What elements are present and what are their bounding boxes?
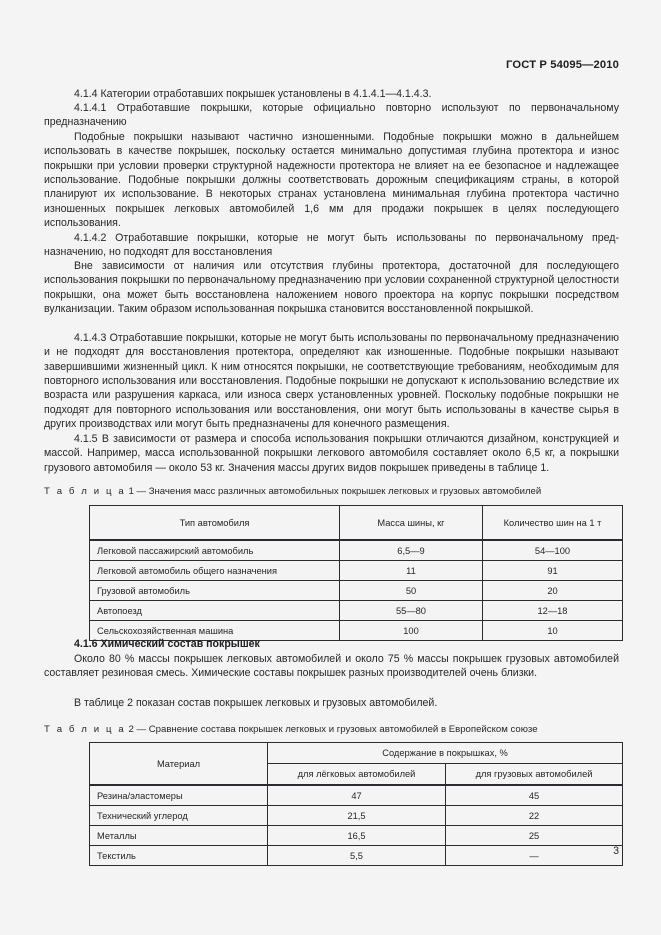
table-2-cell-material: Резина/эластомеры bbox=[90, 785, 268, 806]
table-row bbox=[90, 785, 623, 806]
section-4-1-6-body-2 bbox=[44, 696, 619, 710]
table-1-cell-mass: 11 bbox=[340, 561, 483, 581]
section-4-1-5-body bbox=[44, 432, 619, 475]
table-1-th-type: Тип автомобиля bbox=[90, 506, 340, 541]
paragraph-4-1-4-3-body: 4.1.4.3 Отработавшие покрышки, которые не могут быть использованы по первоначальному предназначению и не подходят для восстановления протектора, определяют как изношенные. Подобные покрышки называют завершившими жизненный цикл. К ним относятся покрышки, не соответствующие требованиям, необходимым для повторного использования или восстановления. Подобные покрышки не допускают к использованию вследствие их возраста или разрушения каркаса, или износа сверх установленных уровней. Поскольку подобные покрышки не подходят для повторного использования или восстановления, они могут быть использованы в качестве сырья в других производствах или могут быть предназначены для конечного размещения. bbox=[44, 332, 619, 431]
table-1-caption-word: Т а б л и ц а bbox=[44, 486, 126, 497]
section-4-1-4-1-body bbox=[44, 130, 619, 230]
paragraph-4-1-5-body: 4.1.5 В зависимости от размера и способа использования покрышки отличаются дизайном, конструкцией и массой. Например, масса использованной покрышки легкового автомобиля составляет около 6,5 кг, а покрышки грузового автомобиля — около 53 кг. Значения массы других видов покрышек приведены в таблице 1. bbox=[44, 433, 619, 474]
table-1-th-count: Количество шин на 1 т bbox=[483, 506, 623, 541]
table-row bbox=[90, 806, 623, 826]
table-1-caption-text: 1 — Значения масс различных автомобильных покрышек легковых и грузовых автомобилей bbox=[128, 486, 542, 497]
table-2-cell-passenger: 5,5 bbox=[268, 846, 446, 866]
table-2-th-truck: для грузовых автомобилей bbox=[446, 764, 623, 786]
table-2-cell-truck: 22 bbox=[446, 806, 623, 826]
table-2-cell-truck: 25 bbox=[446, 826, 623, 846]
heading-4-1-6: 4.1.6 Химический состав покрышек bbox=[74, 638, 260, 650]
table-1-cell-type: Сельскохозяйственная машина bbox=[90, 621, 340, 641]
table-1-cell-count: 10 bbox=[483, 621, 623, 641]
section-4-1-4-1-heading bbox=[44, 101, 619, 130]
table-row bbox=[90, 601, 623, 621]
table-1-cell-type: Автопоезд bbox=[90, 601, 340, 621]
running-header: ГОСТ Р 54095—2010 bbox=[506, 59, 619, 71]
paragraph-4-1-4-2-head: 4.1.4.2 Отработавшие покрышки, которые не могут быть использованы по первоначальному предназначению, но подходят для восстановления bbox=[44, 232, 619, 259]
table-row bbox=[90, 561, 623, 581]
table-2-cell-passenger: 16,5 bbox=[268, 826, 446, 846]
table-1-cell-mass: 55—80 bbox=[340, 601, 483, 621]
table-2-cell-material: Текстиль bbox=[90, 846, 268, 866]
table-1-th-mass: Масса шины, кг bbox=[340, 506, 483, 541]
table-1 bbox=[89, 505, 623, 641]
table-2-caption-text: 2 — Сравнение состава покрышек легковых и грузовых автомобилей в Европейском союзе bbox=[128, 724, 538, 735]
table-1-cell-mass: 100 bbox=[340, 621, 483, 641]
table-2-cell-truck: — bbox=[446, 846, 623, 866]
table-1-cell-type: Грузовой автомобиль bbox=[90, 581, 340, 601]
table-1-caption bbox=[44, 485, 619, 498]
table-2-cell-truck: 45 bbox=[446, 785, 623, 806]
table-2-caption-word: Т а б л и ц а bbox=[44, 724, 126, 735]
section-4-1-4-3-body bbox=[44, 331, 619, 431]
table-1-cell-count: 12—18 bbox=[483, 601, 623, 621]
table-1-cell-count: 91 bbox=[483, 561, 623, 581]
section-4-1-4-2-heading bbox=[44, 231, 619, 260]
table-2-cell-material: Технический углерод bbox=[90, 806, 268, 826]
table-1-cell-mass: 6,5—9 bbox=[340, 540, 483, 561]
section-4-1-4-2-body bbox=[44, 259, 619, 316]
table-2-header-row-1 bbox=[90, 743, 623, 764]
section-4-1-4 bbox=[44, 87, 619, 101]
table-row bbox=[90, 581, 623, 601]
table-2-th-group: Содержание в покрышках, % bbox=[268, 743, 623, 764]
table-2-cell-passenger: 21,5 bbox=[268, 806, 446, 826]
table-2-grid bbox=[89, 742, 623, 866]
table-2-cell-material: Металлы bbox=[90, 826, 268, 846]
table-row bbox=[90, 826, 623, 846]
table-2-cell-passenger: 47 bbox=[268, 785, 446, 806]
table-2-th-material: Материал bbox=[90, 743, 268, 786]
page-number: 3 bbox=[613, 845, 619, 857]
paragraph-4-1-6-body: Около 80 % массы покрышек легковых автомобилей и около 75 % массы покрышек грузовых автомобилей составляет резиновая смесь. Химические составы покрышек разных производителей очень близки. bbox=[44, 653, 619, 680]
table-1-grid bbox=[89, 505, 623, 641]
table-1-cell-count: 20 bbox=[483, 581, 623, 601]
paragraph-4-1-6-body-2: В таблице 2 показан состав покрышек легковых и грузовых автомобилей. bbox=[74, 697, 438, 709]
paragraph-4-1-4: 4.1.4 Категории отработавших покрышек установлены в 4.1.4.1—4.1.4.3. bbox=[74, 88, 432, 100]
paragraph-4-1-4-1-head: 4.1.4.1 Отработавшие покрышки, которые официально повторно используют по первоначальному предназначению bbox=[44, 102, 619, 129]
section-4-1-6-body bbox=[44, 652, 619, 681]
section-4-1-6-heading bbox=[44, 637, 619, 651]
table-1-header-row bbox=[90, 506, 623, 541]
table-2 bbox=[89, 742, 623, 866]
table-2-caption bbox=[44, 723, 619, 736]
table-1-cell-type: Легковой автомобиль общего назначения bbox=[90, 561, 340, 581]
table-1-cell-mass: 50 bbox=[340, 581, 483, 601]
table-1-cell-count: 54—100 bbox=[483, 540, 623, 561]
table-row bbox=[90, 846, 623, 866]
table-row bbox=[90, 540, 623, 561]
table-2-th-passenger: для лёгковых автомобилей bbox=[268, 764, 446, 786]
table-1-cell-type: Легковой пассажирский автомобиль bbox=[90, 540, 340, 561]
paragraph-4-1-4-2-body: Вне зависимости от наличия или отсутствия глубины протектора, достаточной для последующего использования покрышки по первоначальному предназначению при условии сохраненной структурной целостности покрышки, она может быть восстановлена наложением нового проектора на корпус покрышки посредством вулканизации. Таким образом использованная покрышка становится восстановленной покрышкой. bbox=[44, 260, 619, 316]
paragraph-4-1-4-1-body: Подобные покрышки называют частично изношенными. Подобные покрышки можно в дальнейшем использовать в качестве покрышек, поскольку остается минимально допустимая глубина протектора и износ покрышки при условии проверки структурной надежности протектора не влияет на ее безопасное и надлежащее использование. Подобные покрышки должны соответствовать дорожным спецификациям страны, в которой планируют их использование. В некоторых странах установлена минимальная глубина протектора частично изношенных покрышек легковых автомобилей 1,6 мм для продажи покрышек в целях последующего использования. bbox=[44, 131, 619, 230]
